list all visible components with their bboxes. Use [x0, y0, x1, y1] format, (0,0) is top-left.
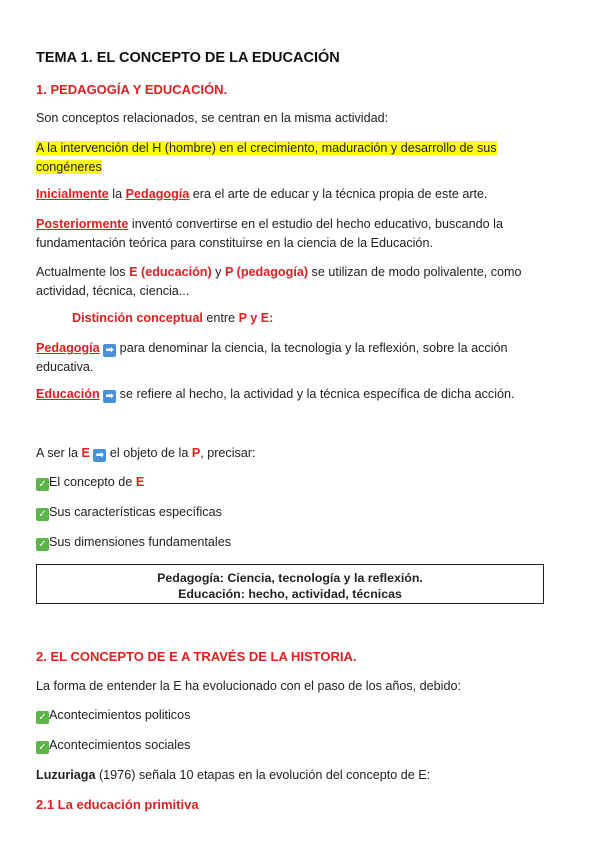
highlight-text: A la intervención del H (hombre) en el crecimiento, maduración y desarrollo de sus congéneres: [36, 141, 497, 174]
term-pedagogia-underlined: Pedagogía: [36, 341, 100, 355]
link-inicialmente: Inicialmente: [36, 187, 109, 201]
text: P y E:: [238, 311, 274, 325]
text: inventó convertirse en el estudio del hecho educativo, buscando la fundamentación teórica para constituirse en la ciencia de la Educación.: [36, 217, 503, 250]
summary-line-2: Educación: hecho, actividad, técnicas: [178, 587, 402, 601]
section-1-heading: 1. PEDAGOGÍA Y EDUCACIÓN.: [36, 82, 228, 97]
link-pedagogia: Pedagogía: [125, 187, 190, 201]
paragraph-luzuriaga: [36, 766, 560, 785]
paragraph-aser: [36, 444, 560, 463]
text: Actualmente los: [36, 265, 130, 279]
text: Distinción conceptual: [72, 311, 203, 325]
text: para denominar la ciencia, la tecnologia y la reflexión, sobre la acción educativa.: [36, 341, 508, 374]
check-mark-icon: ✓: [36, 741, 49, 754]
check-mark-icon: ✓: [36, 711, 49, 724]
summary-line-1: Pedagogía: Ciencia, tecnología y la reflexión.: [157, 571, 423, 585]
text: Sus dimensiones fundamentales: [49, 535, 232, 549]
pedagogia-definition: [36, 339, 560, 377]
section-2-heading: 2. EL CONCEPTO DE E A TRAVÉS DE LA HISTORIA.: [36, 649, 357, 664]
text: Sus características específicas: [49, 505, 222, 519]
term-educacion: E (educación): [129, 265, 212, 279]
text: Luzuriaga: [36, 768, 96, 782]
checklist-item: [36, 503, 560, 522]
document-title: TEMA 1. EL CONCEPTO DE LA EDUCACIÓN: [36, 50, 340, 66]
text: entre: [202, 311, 239, 325]
text: E: [135, 475, 145, 489]
text: la: [108, 187, 126, 201]
text: El concepto de: [49, 475, 136, 489]
text: , precisar:: [200, 446, 256, 460]
text: y: [211, 265, 225, 279]
highlighted-paragraph: [36, 139, 560, 177]
term-pedagogia: P (pedagogía): [224, 265, 309, 279]
text: era el arte de educar y la técnica propia de este arte.: [189, 187, 488, 201]
text: E: [81, 446, 90, 460]
link-posteriormente: Posteriormente: [36, 217, 129, 231]
text: P: [191, 446, 201, 460]
text: Acontecimientos sociales: [49, 738, 191, 752]
right-arrow-icon: ➡: [103, 390, 116, 403]
term-educacion-underlined: Educación: [36, 387, 100, 401]
summary-box: [36, 564, 544, 604]
right-arrow-icon: ➡: [93, 449, 106, 462]
check-mark-icon: ✓: [36, 478, 49, 491]
distincion-heading: [72, 309, 552, 328]
text: A ser la: [36, 446, 82, 460]
paragraph-evolucion: La forma de entender la E ha evolucionado con el paso de los años, debido:: [36, 679, 461, 693]
paragraph-intro: Son conceptos relacionados, se centran en la misma actividad:: [36, 111, 389, 125]
check-mark-icon: ✓: [36, 508, 49, 521]
section-2-1-heading: 2.1 La educación primitiva: [36, 797, 199, 812]
text: el objeto de la: [106, 446, 192, 460]
right-arrow-icon: ➡: [103, 344, 116, 357]
checklist-item: [36, 533, 560, 552]
educacion-definition: [36, 385, 560, 404]
paragraph-inicialmente: [36, 185, 560, 204]
checklist-item: [36, 473, 560, 492]
check-mark-icon: ✓: [36, 538, 49, 551]
paragraph-posteriormente: [36, 215, 560, 253]
checklist-item: [36, 736, 560, 755]
text: se utilizan de modo polivalente, como actividad, técnica, ciencia...: [36, 265, 522, 298]
text: Acontecimientos politicos: [49, 708, 191, 722]
text: (1976) señala 10 etapas en la evolución del concepto de E:: [95, 768, 431, 782]
checklist-item: [36, 706, 560, 725]
paragraph-actualmente: [36, 263, 560, 301]
text: se refiere al hecho, la actividad y la técnica específica de dicha acción.: [116, 387, 515, 401]
